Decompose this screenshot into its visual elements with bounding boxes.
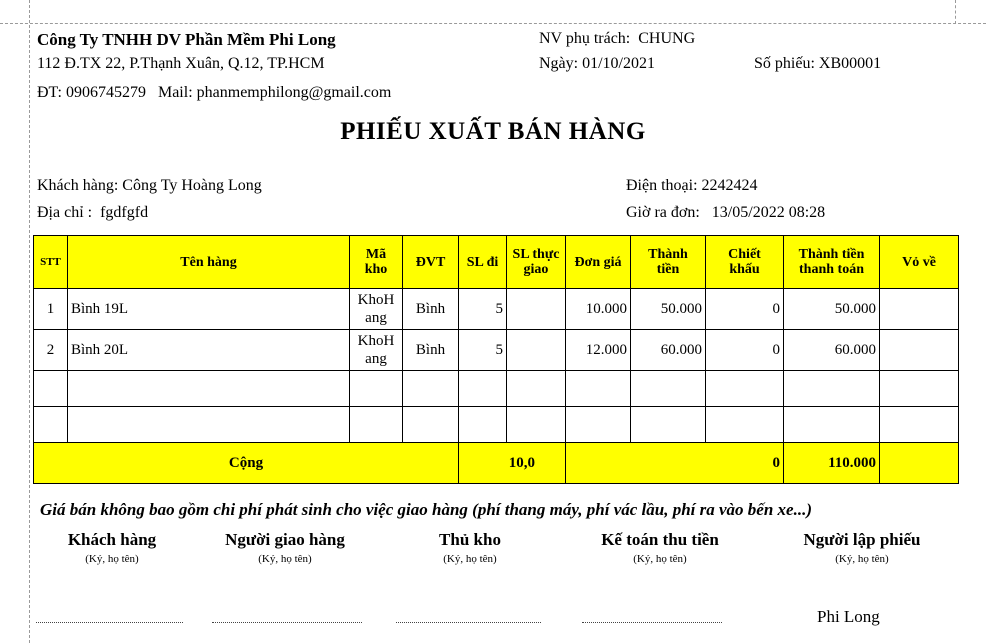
signature-role: Kế toán thu tiền	[601, 530, 719, 549]
header-payable: Thành tiền thanh toán	[784, 236, 880, 289]
total-label: Cộng	[34, 443, 459, 484]
delivery-cost-note: Giá bán không bao gồm chi phí phát sinh cho việc giao hàng (phí thang máy, phí vác lầu, phí ra vào bến xe...)	[40, 500, 813, 519]
row-name: Bình 19L	[68, 289, 350, 330]
empty-row	[34, 407, 959, 443]
signature-hint: (Ký, họ tên)	[443, 553, 497, 565]
page-margin-guide-right	[955, 0, 956, 24]
row-payable: 50.000	[784, 289, 880, 330]
company-contact: ĐT: 0906745279 Mail: phanmemphilong@gmail.com	[37, 84, 392, 101]
signature-deliverer	[200, 530, 370, 565]
signature-hint: (Ký, họ tên)	[258, 553, 312, 565]
row-unit-price: 12.000	[566, 330, 631, 371]
header-discount: Chiết khấu	[706, 236, 784, 289]
signature-role: Người lập phiếu	[803, 530, 921, 549]
row-shells	[880, 289, 959, 330]
empty-row	[34, 371, 959, 407]
table-header-row	[34, 236, 959, 289]
header-unit: ĐVT	[403, 236, 459, 289]
customer-address: Địa chỉ : fgdfgfd	[37, 204, 149, 221]
total-shells	[880, 443, 959, 484]
signature-customer	[42, 530, 182, 565]
document-title: PHIẾU XUẤT BÁN HÀNG	[340, 118, 646, 145]
row-qty-delivered	[507, 289, 566, 330]
header-qty-out: SL đi	[459, 236, 507, 289]
header-unit-price: Đơn giá	[566, 236, 631, 289]
row-qty-delivered	[507, 330, 566, 371]
order-out-time: Giờ ra đơn: 13/05/2022 08:28	[626, 204, 826, 221]
row-stt: 1	[34, 289, 68, 330]
table-row	[34, 330, 959, 371]
total-discount: 0	[566, 443, 784, 484]
company-address: 112 Đ.TX 22, P.Thạnh Xuân, Q.12, TP.HCM	[37, 55, 325, 72]
signature-hint: (Ký, họ tên)	[85, 553, 139, 565]
row-qty-out: 5	[459, 289, 507, 330]
signature-hint: (Ký, họ tên)	[835, 553, 889, 565]
signature-hint: (Ký, họ tên)	[633, 553, 687, 565]
signature-role: Khách hàng	[67, 530, 157, 549]
signature-line	[396, 612, 541, 623]
total-row	[34, 443, 959, 484]
row-unit-price: 10.000	[566, 289, 631, 330]
row-payable: 60.000	[784, 330, 880, 371]
total-qty-out: 10,0	[459, 443, 566, 484]
signature-accountant	[570, 530, 750, 565]
header-stt: STT	[34, 236, 68, 289]
customer-phone: Điện thoại: 2242424	[626, 177, 758, 194]
row-unit: Bình	[403, 289, 459, 330]
row-amount: 60.000	[631, 330, 706, 371]
items-table	[33, 235, 959, 484]
header-amount: Thành tiền	[631, 236, 706, 289]
header-shells: Vỏ về	[880, 236, 959, 289]
row-stt: 2	[34, 330, 68, 371]
row-discount: 0	[706, 330, 784, 371]
row-amount: 50.000	[631, 289, 706, 330]
header-qty-delivered: SL thực giao	[507, 236, 566, 289]
row-warehouse: KhoH ang	[350, 289, 403, 330]
signature-line	[36, 612, 183, 623]
row-unit: Bình	[403, 330, 459, 371]
staff-in-charge: NV phụ trách: CHUNG	[539, 30, 696, 47]
signature-role: Thủ kho	[439, 530, 501, 549]
row-discount: 0	[706, 289, 784, 330]
signature-storekeeper	[400, 530, 540, 565]
signature-line	[582, 612, 722, 623]
header-warehouse: Mã kho	[350, 236, 403, 289]
signature-line	[212, 612, 362, 623]
voucher-number: Số phiếu: XB00001	[754, 55, 882, 72]
signature-preparer	[772, 530, 952, 565]
total-payable: 110.000	[784, 443, 880, 484]
header-name: Tên hàng	[68, 236, 350, 289]
table-row	[34, 289, 959, 330]
row-name: Bình 20L	[68, 330, 350, 371]
company-name: Công Ty TNHH DV Phần Mềm Phi Long	[37, 30, 336, 49]
signature-role: Người giao hàng	[225, 530, 345, 549]
customer-name: Khách hàng: Công Ty Hoàng Long	[37, 177, 262, 194]
row-shells	[880, 330, 959, 371]
preparer-name: Phi Long	[817, 607, 880, 626]
document-date: Ngày: 01/10/2021	[539, 55, 655, 72]
page-margin-guide-top	[0, 23, 986, 24]
row-warehouse: KhoH ang	[350, 330, 403, 371]
row-qty-out: 5	[459, 330, 507, 371]
page-margin-guide-left	[29, 0, 30, 643]
